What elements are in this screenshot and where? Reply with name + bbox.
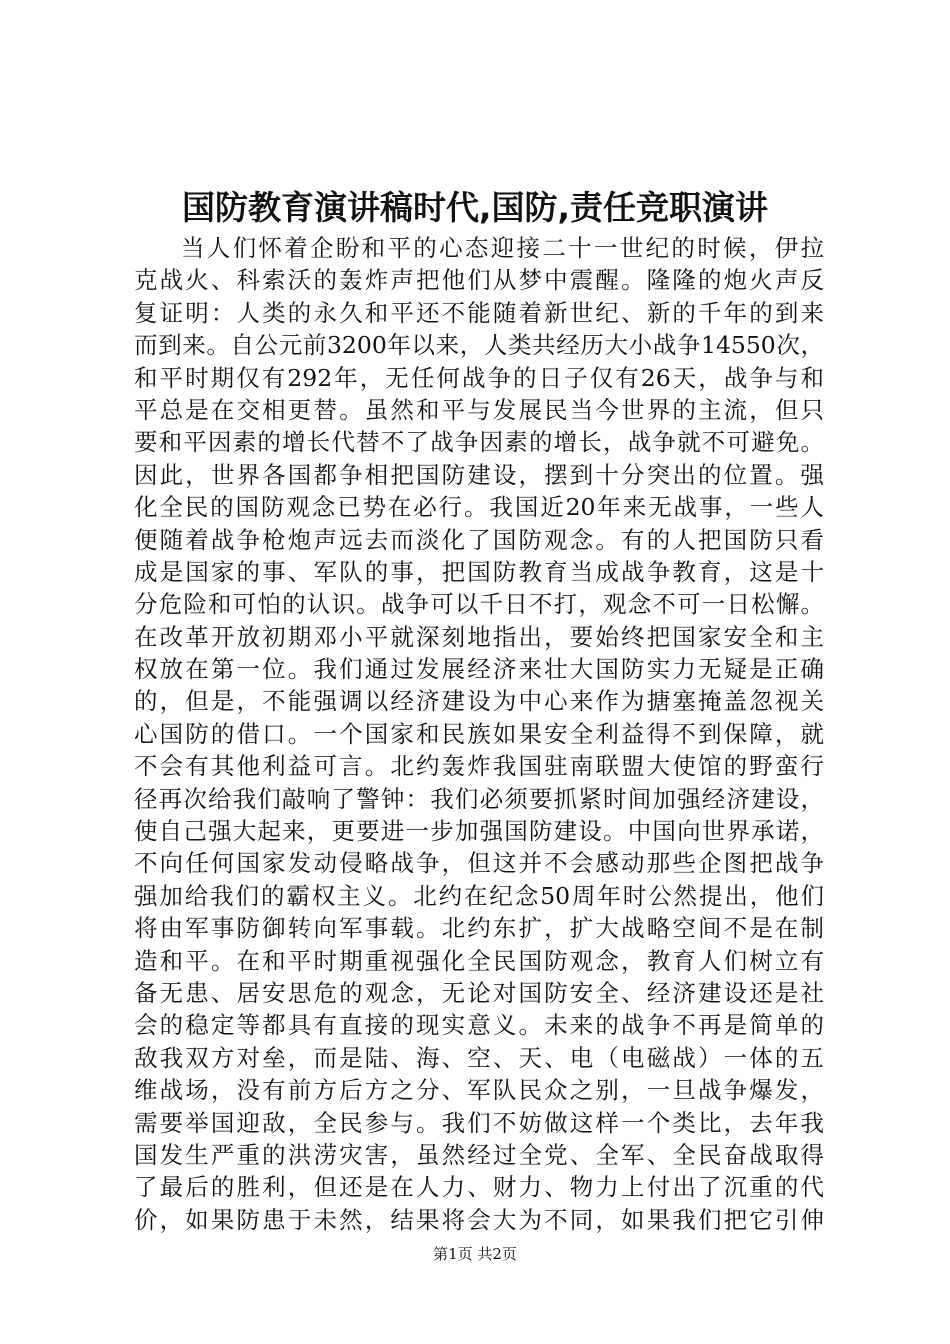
body-text-line: 便随着战争枪炮声远去而淡化了国防观念。有的人把国防只看 [134,525,824,554]
body-text-line: 会的稳定等都具有直接的现实意义。未来的战争不再是简单的 [134,1011,824,1040]
body-text-line: 强加给我们的霸权主义。北约在纪念50周年时公然提出，他们 [134,881,824,910]
body-text-line: 不会有其他利益可言。北约轰炸我国驻南联盟大使馆的野蛮行 [134,752,824,781]
body-text-line: 价，如果防患于未然，结果将会大为不同，如果我们把它引伸 [134,1205,824,1234]
body-text-line: 将由军事防御转向军事载。北约东扩，扩大战略空间不是在制 [134,914,824,943]
body-text-line: 敌我双方对垒，而是陆、海、空、天、电（电磁战）一体的五 [134,1043,824,1072]
body-text-line: 国发生严重的洪涝灾害，虽然经过全党、全军、全民奋战取得 [134,1140,824,1169]
body-text-line: 心国防的借口。一个国家和民族如果安全利益得不到保障，就 [134,719,824,748]
body-text-line: 化全民的国防观念已势在必行。我国近20年来无战事，一些人 [134,493,824,522]
body-text-line: 权放在第一位。我们通过发展经济来壮大国防实力无疑是正确 [134,655,824,684]
body-text-line: 因此，世界各国都争相把国防建设，摆到十分突出的位置。强 [134,460,824,489]
body-text-line: 的，但是，不能强调以经济建设为中心来作为搪塞掩盖忽视关 [134,687,824,716]
body-text-line: 克战火、科索沃的轰炸声把他们从梦中震醒。隆隆的炮火声反 [134,266,824,295]
body-text-line: 不向任何国家发动侵略战争，但这并不会感动那些企图把战争 [134,849,824,878]
body-text-line: 分危险和可怕的认识。战争可以千日不打，观念不可一日松懈。 [134,590,824,619]
body-text-line: 要和平因素的增长代替不了战争因素的增长，战争就不可避免。 [134,428,824,457]
page-footer: 第1页 共2页 [433,1245,517,1263]
body-text-line: 平总是在交相更替。虽然和平与发展民当今世界的主流，但只 [134,395,824,424]
document-body [134,232,824,1236]
body-text-line: 使自己强大起来，更要进一步加强国防建设。中国向世界承诺， [134,817,824,846]
body-text-line: 维战场，没有前方后方之分、军队民众之别，一旦战争爆发， [134,1076,824,1105]
document-title: 国防教育演讲稿时代,国防,责任竞职演讲 [181,188,769,227]
body-text-line: 成是国家的事、军队的事，把国防教育当成战争教育，这是十 [134,557,824,586]
body-text-line: 而到来。自公元前3200年以来，人类共经历大小战争14550次， [134,331,824,360]
body-text-line: 造和平。在和平时期重视强化全民国防观念，教育人们树立有 [134,946,824,975]
body-text-line: 径再次给我们敲响了警钟：我们必须要抓紧时间加强经济建设， [134,784,824,813]
body-text-line: 需要举国迎敌，全民参与。我们不妨做这样一个类比，去年我 [134,1108,824,1137]
body-text-line: 了最后的胜利，但还是在人力、财力、物力上付出了沉重的代 [134,1173,824,1202]
body-text-line: 复证明：人类的永久和平还不能随着新世纪、新的千年的到来 [134,298,824,327]
body-text-line: 和平时期仅有292年，无任何战争的日子仅有26天，战争与和 [134,363,824,392]
body-text-line: 在改革开放初期邓小平就深刻地指出，要始终把国家安全和主 [134,622,824,651]
body-text-line: 备无患、居安思危的观念，无论对国防安全、经济建设还是社 [134,978,824,1007]
body-text-line: 当人们怀着企盼和平的心态迎接二十一世纪的时候，伊拉 [181,234,824,262]
